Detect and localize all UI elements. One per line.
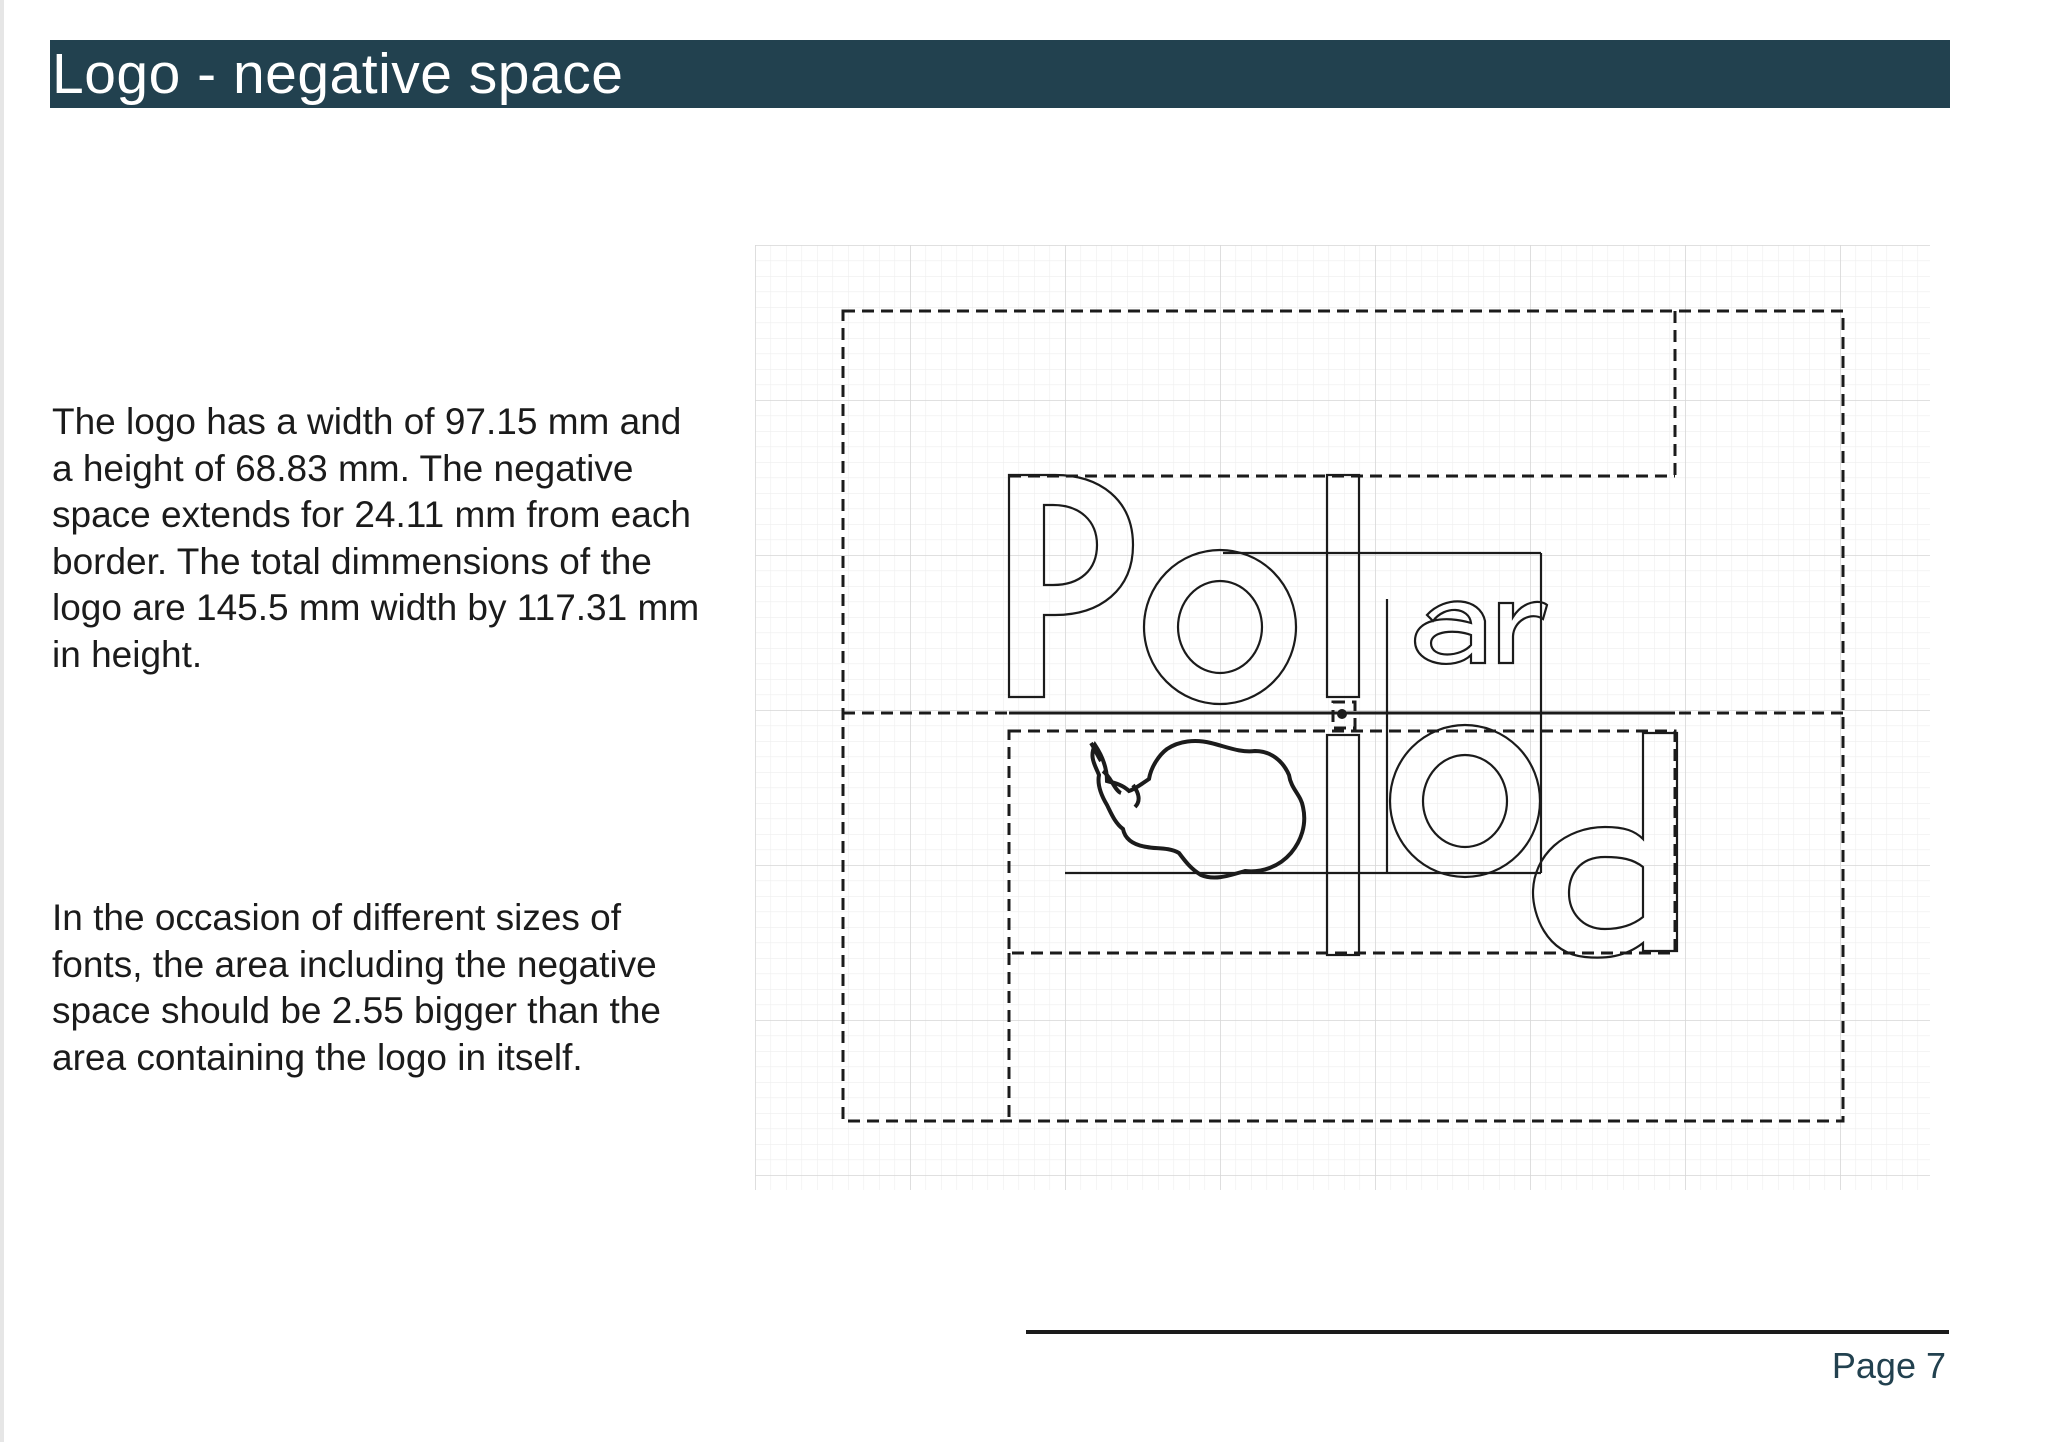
font-size-paragraph: In the occasion of different sizes of fonts, the area including the negative space should be 2.55 bigger than the area containing the logo in itself. xyxy=(52,897,661,1078)
logo-negative-space-diagram xyxy=(755,245,1933,1195)
footer-rule xyxy=(1026,1330,1949,1334)
center-point xyxy=(1337,709,1347,719)
page-title: Logo - negative space xyxy=(50,40,1950,108)
page-edge xyxy=(0,0,4,1442)
diagram-canvas xyxy=(755,245,1933,1195)
page-number: Page 7 xyxy=(1831,1345,1946,1386)
logo-dimensions-paragraph: The logo has a width of 97.15 mm and a height of 68.83 mm. The negative space extends for 24.11 mm from each border. The total dimmensions of the logo are 145.5 mm width by 117.31 mm in height. xyxy=(52,401,700,675)
